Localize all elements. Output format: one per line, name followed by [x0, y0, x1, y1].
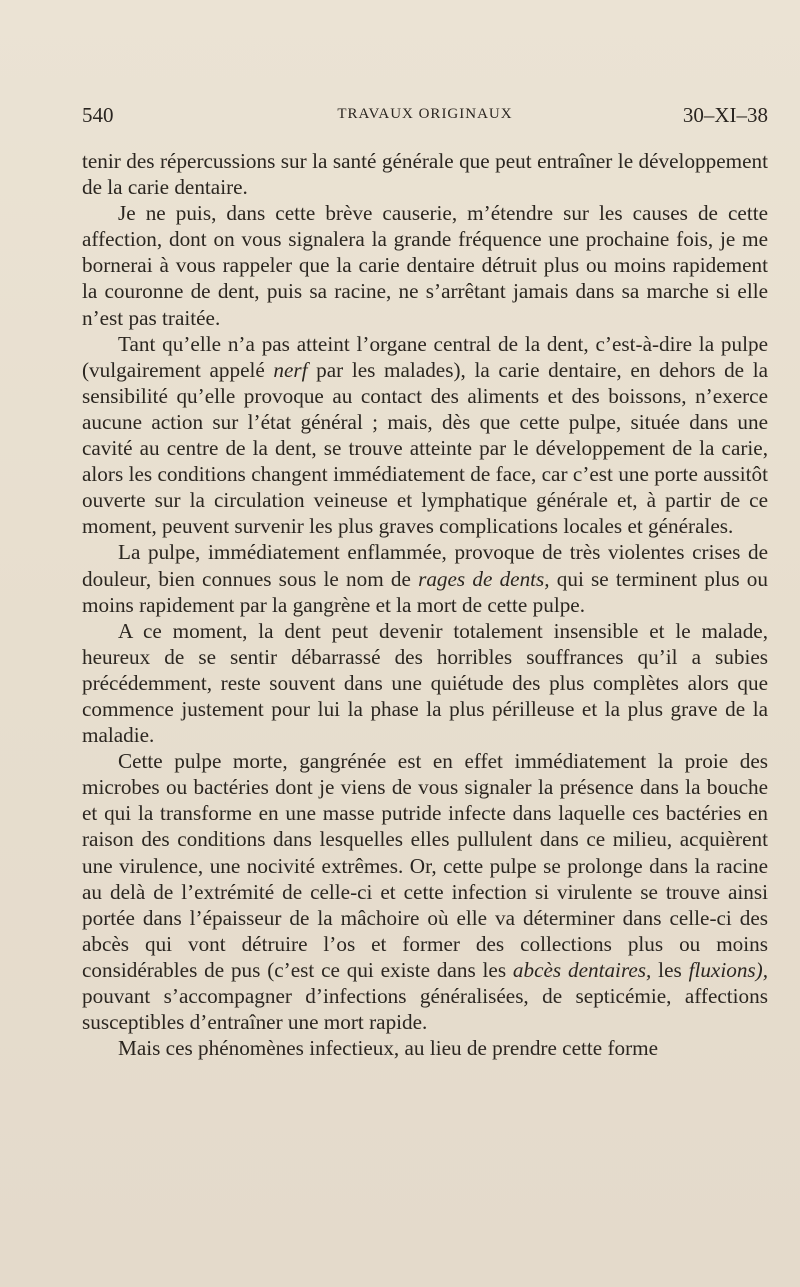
running-title: TRAVAUX ORIGINAUX: [337, 106, 513, 122]
text-run: par les malades), la carie dentaire, en dehors de la sensibilité qu’elle provoque au contact des aliments et des boissons, n’exerce aucune action sur l’état général ; mais, dès que cette pulpe, située dans une cavité au centre de la dent, se trouve atteinte par le développement de la carie, alors les conditions changent immédiatement de face, car c’est une porte aussitôt ouverte sur la circulation veineuse et lymphatique générale et, à partir de ce moment, peuvent survenir les plus graves complications locales et générales.: [82, 357, 769, 539]
text-run: les: [651, 957, 689, 982]
text-run: A ce moment, la dent peut devenir totalement insensible et le malade, heureux de se sentir débarrassé des horribles souffrances qu’il a subies précédemment, reste souvent dans une quiétude des plus complètes alors que commence justement pour lui la phase la plus périlleuse et la plus grave de la maladie.: [82, 618, 768, 748]
text-run: Mais ces phénomènes infectieux, au lieu de prendre cette forme: [118, 1036, 659, 1061]
italic-term: rages de dents,: [418, 566, 550, 591]
text-run: qui se terminent plus ou moins rapidement par la gangrène et la mort de cette pulpe.: [82, 566, 768, 617]
text-run: La pulpe, immédiatement enflammée, provoque de très violentes crises de douleur, bien connues sous le nom de: [82, 540, 768, 591]
header-date: 30–XI–38: [682, 103, 768, 127]
italic-term: nerf: [273, 357, 308, 382]
text-run: pouvant s’accompagner d’infections généralisées, de septicémie, affections susceptibles d’entraîner une mort rapide.: [82, 984, 768, 1035]
paragraph: [82, 200, 768, 330]
paragraph: [82, 539, 768, 617]
text-run: tenir des répercussions sur la santé générale que peut entraîner le développement de la carie dentaire.: [82, 149, 768, 200]
paragraph: [82, 618, 768, 748]
text-run: Tant qu’elle n’a pas atteint l’organe central de la dent, c’est-à-dire la pulpe (vulgairement appelé: [82, 331, 768, 382]
text-run: Je ne puis, dans cette brève causerie, m’étendre sur les causes de cette affection, dont on vous signalera la grande fréquence une prochaine fois, je me bornerai à vous rappeler que la carie dentaire détruit plus ou moins rapidement la couronne de dent, puis sa racine, ne s’arrêtant jamais dans sa marche si elle n’est pas traitée.: [82, 201, 768, 330]
paragraph: [82, 148, 768, 200]
page-header: [82, 103, 768, 131]
italic-term: fluxions),: [688, 957, 769, 982]
italic-term: abcès dentaires,: [512, 957, 652, 982]
paragraph: [82, 748, 768, 1035]
paragraph: [82, 1035, 768, 1061]
page-number: 540: [82, 103, 114, 127]
article-body: [82, 148, 768, 1061]
text-run: Cette pulpe morte, gangrénée est en effet immédiatement la proie des microbes ou bactéries dont je viens de vous signaler la présence dans la bouche et qui la transforme en une masse putride infecte dans laquelle ces bactéries en raison des conditions dans lesquelles elles pullulent dans ce milieu, acquièrent une virulence, une nocivité extrêmes. Or, cette pulpe se prolonge dans la racine au delà de l’extrémité de celle-ci et cette infection si virulente se trouve ainsi portée dans l’épaisseur de la mâchoire où elle va déterminer dans celle-ci des abcès qui vont détruire l’os et former des collections plus ou moins considérables de pus (c’est ce qui existe dans les: [82, 749, 768, 982]
paragraph: [82, 331, 768, 540]
